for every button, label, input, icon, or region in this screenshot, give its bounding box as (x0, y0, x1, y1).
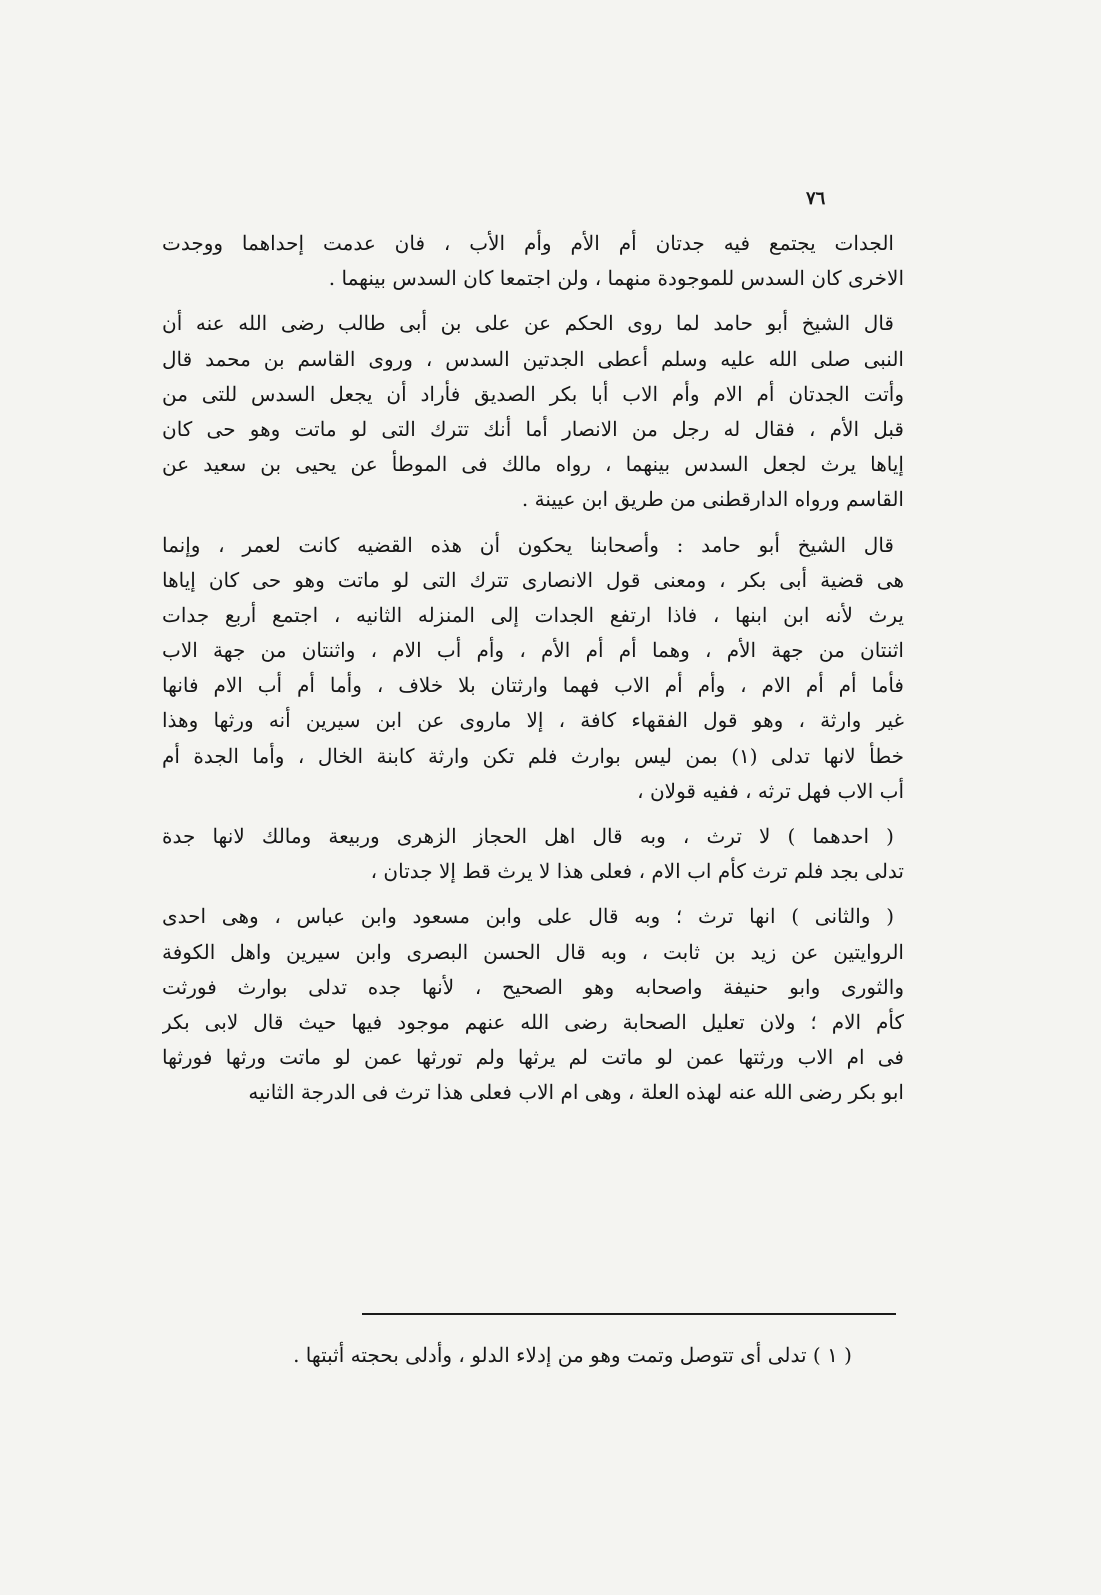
paragraph-gap (162, 518, 904, 528)
text-line: أب الاب فهل ترثه ، ففيه قولان ، (637, 778, 904, 803)
paragraph-gap (162, 296, 904, 306)
paragraph (162, 819, 904, 889)
page-number: ٧٦ (806, 188, 826, 209)
text-line: والثورى وابو حنيفة واصحابه وهو الصحيح ، لأنها جده تدلى بوارث فورثت (162, 974, 904, 999)
text-line: قبل الأم ، فقال له رجل من الانصار أما أنك تترك التى لو ماتت وهو حى كان (162, 416, 904, 441)
text-line: تدلى بجد فلم ترث كأم اب الام ، فعلى هذا لا يرث قط إلا جدتان ، (370, 859, 904, 884)
text-line: إياها يرث لجعل السدس بينهما ، رواه مالك فى الموطأ عن يحيى بن سعيد عن (162, 452, 904, 477)
text-line: الاخرى كان السدس للموجودة منهما ، ولن اجتمعا كان السدس بينهما . (328, 266, 904, 291)
text-line: وأتت الجدتان أم الام وأم الاب أبا بكر الصديق فأراد أن يجعل السدس للتى من (162, 381, 904, 406)
text-line: ابو بكر رضى الله عنه لهذه العلة ، وهى ام الاب فعلى هذا ترث فى الدرجة الثانيه (248, 1080, 904, 1105)
text-line: خطأ لانها تدلى (١) بمن ليس بوارث فلم تكن وارثة كابنة الخال ، وأما الجدة أم (162, 743, 904, 768)
text-line: الروايتين عن زيد بن ثابت ، وبه قال الحسن البصرى وابن سيرين واهل الكوفة (162, 939, 904, 964)
footnote: ( ١ ) تدلى أى تتوصل وتمت وهو من إدلاء الدلو ، وأدلى بحجته أثبتها . (293, 1343, 852, 1367)
text-line: القاسم ورواه الدارقطنى من طريق ابن عيينة . (521, 487, 904, 512)
text-line: فأما أم أم الام ، وأم أم الاب فهما وارثتان بلا خلاف ، وأما أم أب الام فانها (162, 673, 904, 698)
text-line: ( احدهما ) لا ترث ، وبه قال اهل الحجاز الزهرى وربيعة ومالك لانها جدة (162, 824, 894, 848)
text-line: يرث لأنه ابن ابنها ، فاذا ارتفع الجدات إلى المنزله الثانيه ، اجتمع أربع جدات (162, 602, 904, 627)
text-line: كأم الام ؛ ولان تعليل الصحابة رضى الله عنهم موجود فيها حيث قال لابى بكر (162, 1009, 904, 1034)
paragraph (162, 528, 904, 810)
paragraph (162, 899, 904, 1110)
text-line: قال الشيخ أبو حامد لما روى الحكم عن على بن أبى طالب رضى الله عنه أن (162, 311, 894, 336)
paragraph (162, 226, 904, 296)
main-text (162, 226, 904, 1111)
text-line: النبى صلى الله عليه وسلم أعطى الجدتين السدس ، وروى القاسم بن محمد قال (162, 346, 904, 371)
paragraph (162, 306, 904, 517)
text-line: غير وارثة ، وهو قول الفقهاء كافة ، إلا ماروى عن ابن سيرين أنه ورثها وهذا (162, 708, 904, 733)
paragraph-gap (162, 809, 904, 819)
text-line: فى ام الاب ورثتها عمن لو ماتت لم يرثها ولم تورثها عمن لو ماتت ورثها فورثها (162, 1045, 904, 1070)
footnote-divider (362, 1313, 896, 1315)
text-line: اثنتان من جهة الأم ، وهما أم أم الأم ، وأم أب الام ، واثنتان من جهة الاب (162, 638, 904, 663)
text-line: قال الشيخ أبو حامد : وأصحابنا يحكون أن هذه القضيه كانت لعمر ، وإنما (162, 532, 894, 557)
paragraph-gap (162, 889, 904, 899)
text-line: هى قضية أبى بكر ، ومعنى قول الانصارى تترك التى لو ماتت وهو حى كان إياها (162, 567, 904, 592)
text-line: الجدات يجتمع فيه جدتان أم الأم وأم الأب ، فان عدمت إحداهما ووجدت (162, 231, 894, 255)
text-line: ( والثانى ) انها ترث ؛ وبه قال على وابن مسعود وابن عباس ، وهى احدى (162, 904, 894, 929)
